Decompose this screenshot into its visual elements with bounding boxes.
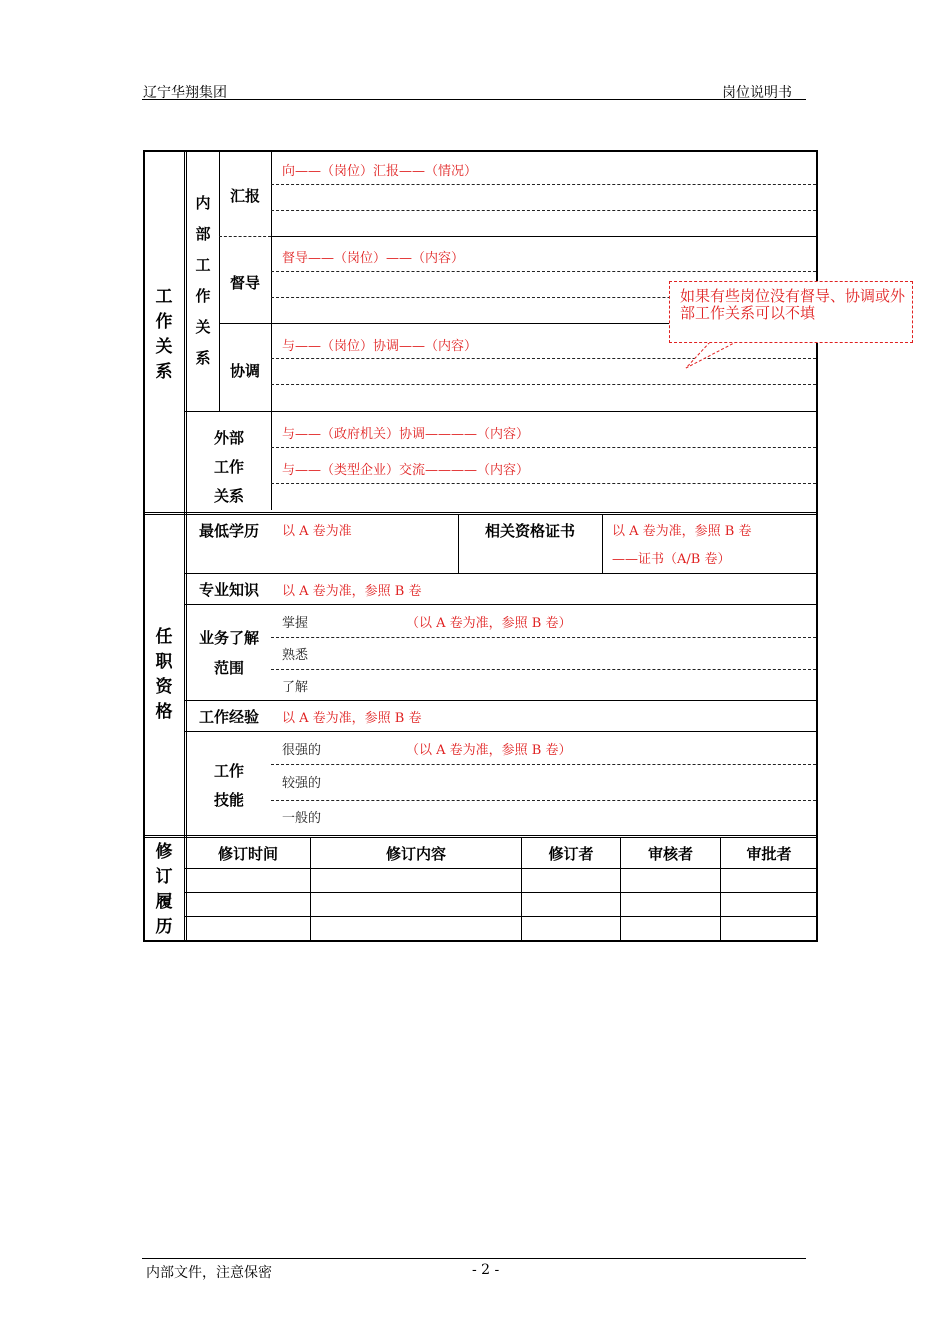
col-approver: 审批者 <box>746 845 792 863</box>
col-reviewer: 审核者 <box>647 845 693 863</box>
revision-history-title: 修 订 履 历 <box>155 842 173 937</box>
external-line-2: 与——（类型企业）交流————（内容） <box>282 463 530 478</box>
dashed-line <box>271 637 816 638</box>
divider <box>271 151 272 510</box>
col-revision-date: 修订时间 <box>217 845 278 863</box>
dashed-line <box>271 764 816 765</box>
qualifications-title: 任 职 资 格 <box>155 627 173 722</box>
page-number: - 2 - <box>472 1262 500 1278</box>
dashed-line <box>271 800 816 801</box>
coordinate-label: 协调 <box>229 362 260 380</box>
dashed-line <box>271 384 816 385</box>
col-reviser: 修订者 <box>548 845 594 863</box>
divider <box>185 700 816 701</box>
internal-relations-title: 内 部 工 作 关 系 <box>195 194 211 367</box>
external-relations-title: 外部 工作 关系 <box>213 429 244 505</box>
familiar-label: 熟悉 <box>282 648 309 663</box>
dashed-line <box>271 210 816 211</box>
master-hint: （以 A 卷为准，参照 B 卷） <box>406 616 572 631</box>
external-line-1: 与——（政府机关）协调————（内容） <box>282 427 530 442</box>
divider <box>185 573 816 574</box>
section-divider <box>184 151 187 941</box>
callout-text: 如果有些岗位没有督导、协调或外部工作关系可以不填 <box>680 287 906 322</box>
skills-label-1: 工作 <box>213 762 244 780</box>
section-divider <box>145 512 816 515</box>
knowledge-label: 专业知识 <box>198 581 259 599</box>
confidential-note: 内部文件，注意保密 <box>146 1265 272 1281</box>
divider <box>185 868 816 869</box>
skills-label-2: 技能 <box>213 791 244 809</box>
certificate-value-2: ——证书（A/B 卷） <box>612 552 731 567</box>
document-title: 岗位说明书 <box>722 85 792 101</box>
divider <box>185 731 816 732</box>
supervise-label: 督导 <box>229 274 260 292</box>
master-label: 掌握 <box>282 616 309 631</box>
certificate-value-1: 以 A 卷为准，参照 B 卷 <box>612 524 752 539</box>
company-name: 辽宁华翔集团 <box>143 85 227 101</box>
understand-label: 了解 <box>282 680 309 695</box>
fairly-label: 较强的 <box>282 776 322 791</box>
dashed-line <box>271 483 816 484</box>
callout-note <box>669 281 913 343</box>
dashed-line <box>271 184 816 185</box>
header-rule <box>142 99 806 100</box>
business-scope-label-2: 范围 <box>213 659 244 677</box>
knowledge-value: 以 A 卷为准，参照 B 卷 <box>282 584 422 599</box>
footer-rule <box>142 1258 806 1259</box>
experience-label: 工作经验 <box>198 708 259 726</box>
dashed-line <box>271 271 816 272</box>
callout-pointer <box>684 340 744 372</box>
divider <box>185 604 816 605</box>
divider <box>185 892 816 893</box>
job-description-form <box>143 150 818 942</box>
report-hint: 向——（岗位）汇报——（情况） <box>282 164 478 179</box>
section-divider <box>145 835 816 838</box>
min-education-value: 以 A 卷为准 <box>282 524 352 539</box>
experience-value: 以 A 卷为准，参照 B 卷 <box>282 711 422 726</box>
business-scope-label-1: 业务了解 <box>198 629 259 647</box>
dashed-line <box>271 447 816 448</box>
strong-label: 很强的 <box>282 743 322 758</box>
work-relations-title: 工 作 关 系 <box>155 287 173 382</box>
general-label: 一般的 <box>282 811 322 826</box>
min-education-label: 最低学历 <box>198 522 259 540</box>
strong-hint: （以 A 卷为准，参照 B 卷） <box>406 743 572 758</box>
col-revision-content: 修订内容 <box>385 845 446 863</box>
certificate-label: 相关资格证书 <box>484 522 575 540</box>
supervise-hint: 督导——（岗位）——（内容） <box>282 251 465 266</box>
dashed-line <box>271 669 816 670</box>
coordinate-hint: 与——（岗位）协调——（内容） <box>282 339 478 354</box>
divider <box>185 411 816 412</box>
divider <box>271 236 816 237</box>
divider <box>219 236 271 237</box>
divider <box>185 916 816 917</box>
divider <box>602 514 603 573</box>
report-label: 汇报 <box>229 187 260 205</box>
